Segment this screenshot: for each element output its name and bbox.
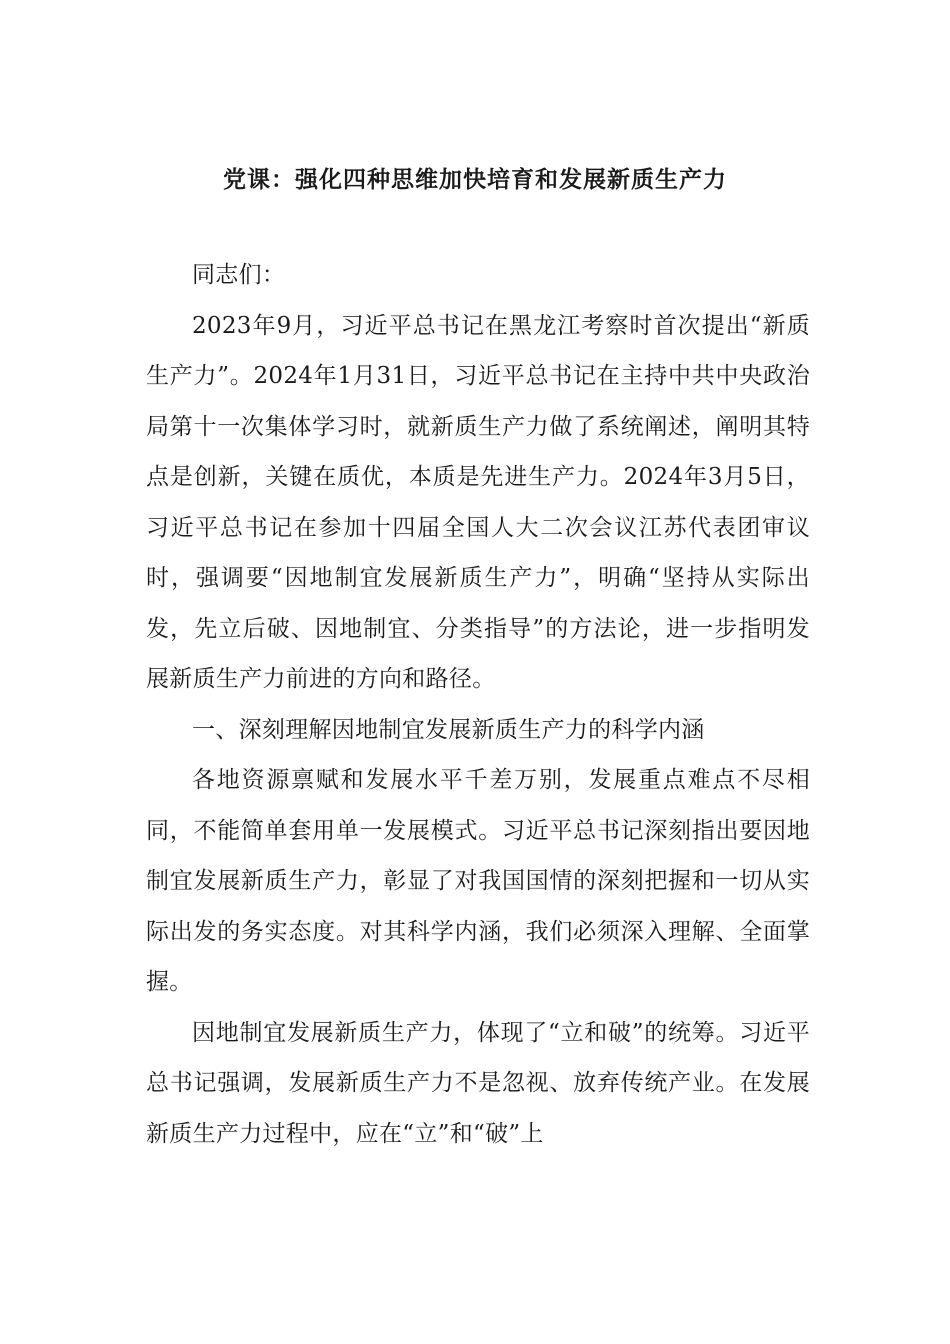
document-body [146, 250, 810, 1159]
document-title: 党课：强化四种思维加快培育和发展新质生产力 [223, 166, 727, 193]
body-paragraph: 因地制宜发展新质生产力，体现了“立和破”的统筹。习近平总书记强调，发展新质生产力不是忽视、放弃传统产业。在发展新质生产力过程中，应在“立”和“破”上 [146, 1019, 810, 1147]
salutation-paragraph: 同志们： [192, 262, 286, 288]
background-paragraph: 2023年9月，习近平总书记在黑龙江考察时首次提出“新质生产力”。2024年1月31日，习近平总书记在主持中共中央政治局第十一次集体学习时，就新质生产力做了系统阐述，阐明其特点是创新，关键在质优，本质是先进生产力。2024年3月5日，习近平总书记在参加十四届全国人大二次会议江苏代表团审议时，强调要“因地制宜发展新质生产力”，明确“坚持从实际出发，先立后破、因地制宜、分类指导”的方法论，进一步指明发展新质生产力前进的方向和路径。 [146, 312, 810, 692]
section-heading: 一、深刻理解因地制宜发展新质生产力的科学内涵 [192, 716, 705, 743]
body-paragraph: 各地资源禀赋和发展水平千差万别，发展重点难点不尽相同，不能简单套用单一发展模式。习近平总书记深刻指出要因地制宜发展新质生产力，彰显了对我国国情的深刻把握和一切从实际出发的务实态度。对其科学内涵，我们必须深入理解、全面掌握。 [146, 767, 810, 995]
